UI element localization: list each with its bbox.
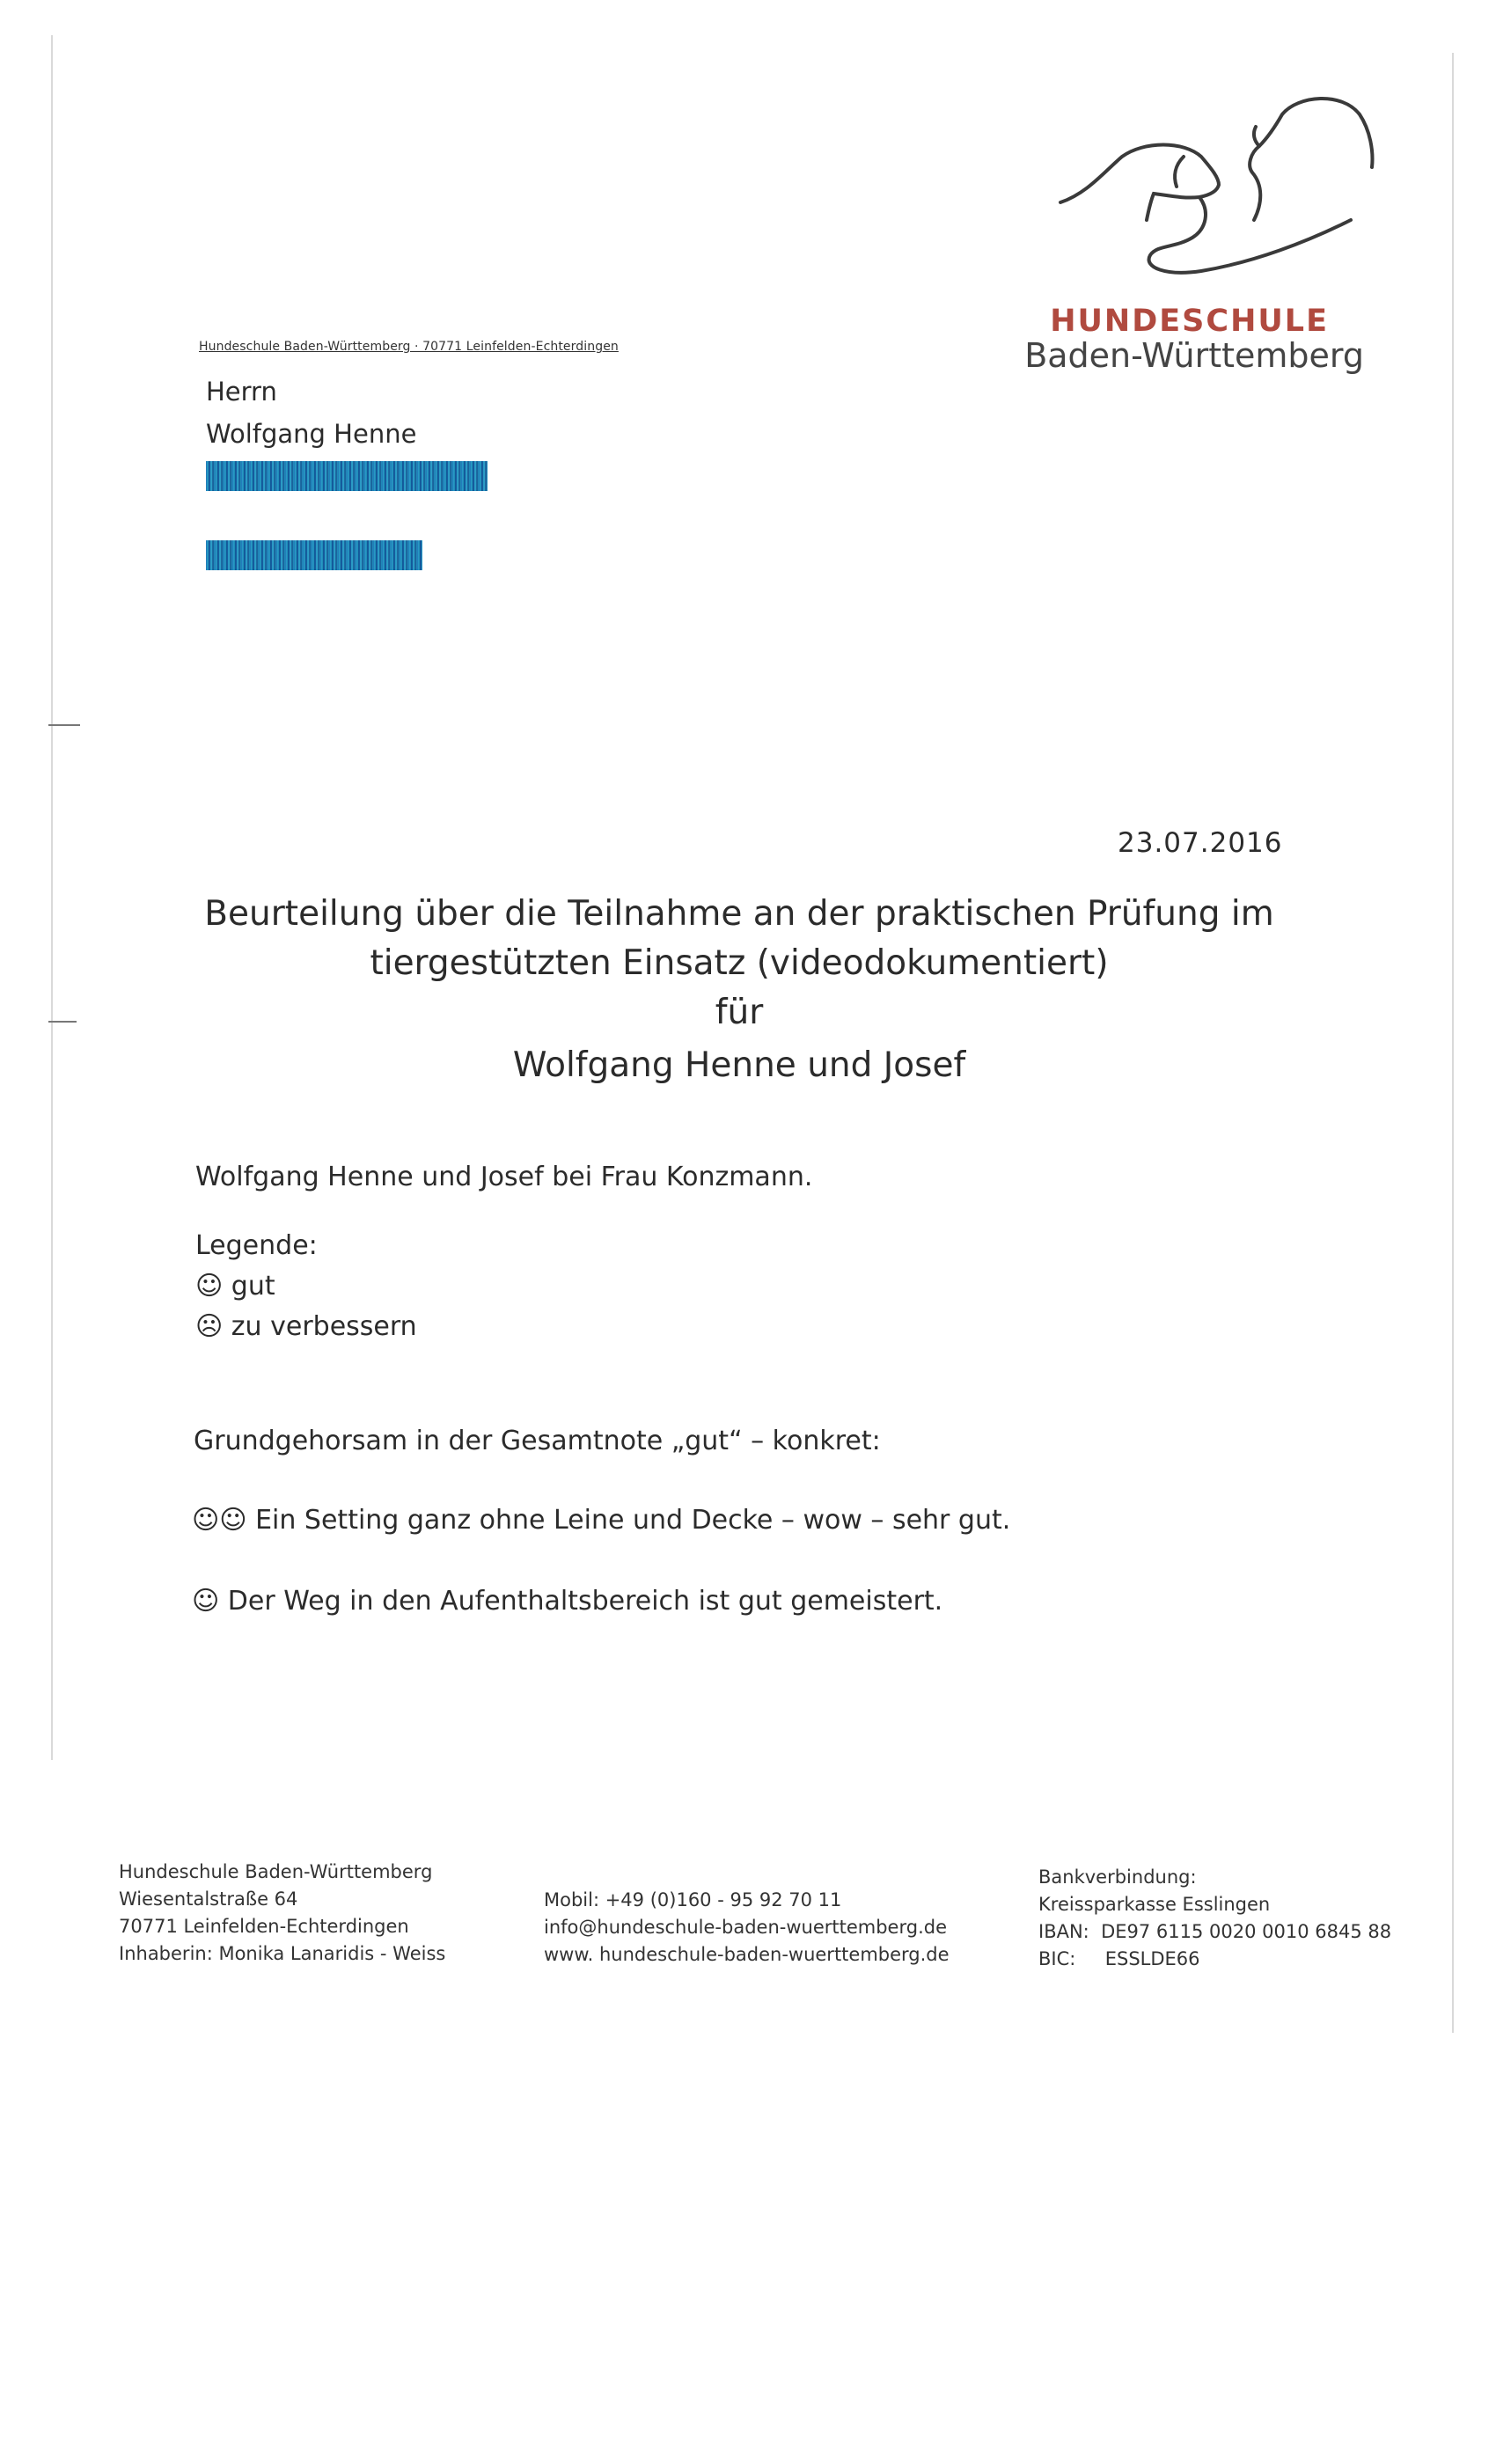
redacted-street (206, 461, 488, 491)
recipient-name: Wolfgang Henne (206, 419, 417, 449)
footer-contact (544, 1887, 950, 1969)
footer-address (119, 1859, 445, 1968)
footer-bank-heading: Bankverbindung: (1038, 1866, 1197, 1888)
letter-date: 23.07.2016 (1118, 827, 1283, 859)
title-line-2: tiergestützten Einsatz (videodokumentiert) (370, 943, 1109, 983)
recipient-salutation: Herrn (206, 377, 277, 407)
footer-bic: BIC: ESSLDE66 (1038, 1948, 1200, 1969)
footer-bank-name: Kreissparkasse Esslingen (1038, 1894, 1271, 1915)
logo-subtitle: Baden-Württemberg (1024, 336, 1364, 375)
footer-street: Wiesentalstraße 64 (119, 1888, 298, 1910)
title-line-1: Beurteilung über die Teilnahme an der praktischen Prüfung im (204, 894, 1274, 934)
title-line-3: für (715, 993, 764, 1032)
legend-good: ☺ gut (195, 1271, 275, 1302)
sender-line: Hundeschule Baden-Württemberg · 70771 Leinfelden-Echterdingen (199, 340, 619, 354)
scan-mark (48, 724, 80, 726)
footer-iban: IBAN: DE97 6115 0020 0010 6845 88 (1038, 1921, 1392, 1942)
footer-company: Hundeschule Baden-Württemberg (119, 1861, 433, 1882)
scan-mark (48, 1021, 77, 1023)
assessment-item-2: ☺ Der Weg in den Aufenthaltsbereich ist gut gemeistert. (192, 1586, 943, 1617)
assessment-item-1: ☺☺ Ein Setting ganz ohne Leine und Decke – wow – sehr gut. (192, 1505, 1011, 1536)
footer-email: info@hundeschule-baden-wuerttemberg.de (544, 1917, 947, 1938)
footer-bank (1038, 1864, 1391, 1973)
scan-edge-right (1452, 53, 1454, 2033)
grundgehorsam-heading: Grundgehorsam in der Gesamtnote „gut“ – konkret: (194, 1426, 881, 1456)
dog-and-person-icon (1052, 88, 1386, 290)
title-line-4: Wolfgang Henne und Josef (512, 1045, 966, 1085)
footer-website: www. hundeschule-baden-wuerttemberg.de (544, 1944, 950, 1965)
legend-improve: ☹ zu verbessern (195, 1311, 417, 1342)
footer-city: 70771 Leinfelden-Echterdingen (119, 1916, 409, 1937)
logo-title: HUNDESCHULE (1050, 304, 1329, 339)
intro-text: Wolfgang Henne und Josef bei Frau Konzmann. (195, 1162, 813, 1192)
legend-heading: Legende: (195, 1230, 318, 1261)
footer-phone: Mobil: +49 (0)160 - 95 92 70 11 (544, 1889, 842, 1910)
redacted-city (206, 540, 422, 570)
scan-edge-left (51, 35, 53, 1760)
footer-owner: Inhaberin: Monika Lanaridis - Weiss (119, 1943, 446, 1964)
